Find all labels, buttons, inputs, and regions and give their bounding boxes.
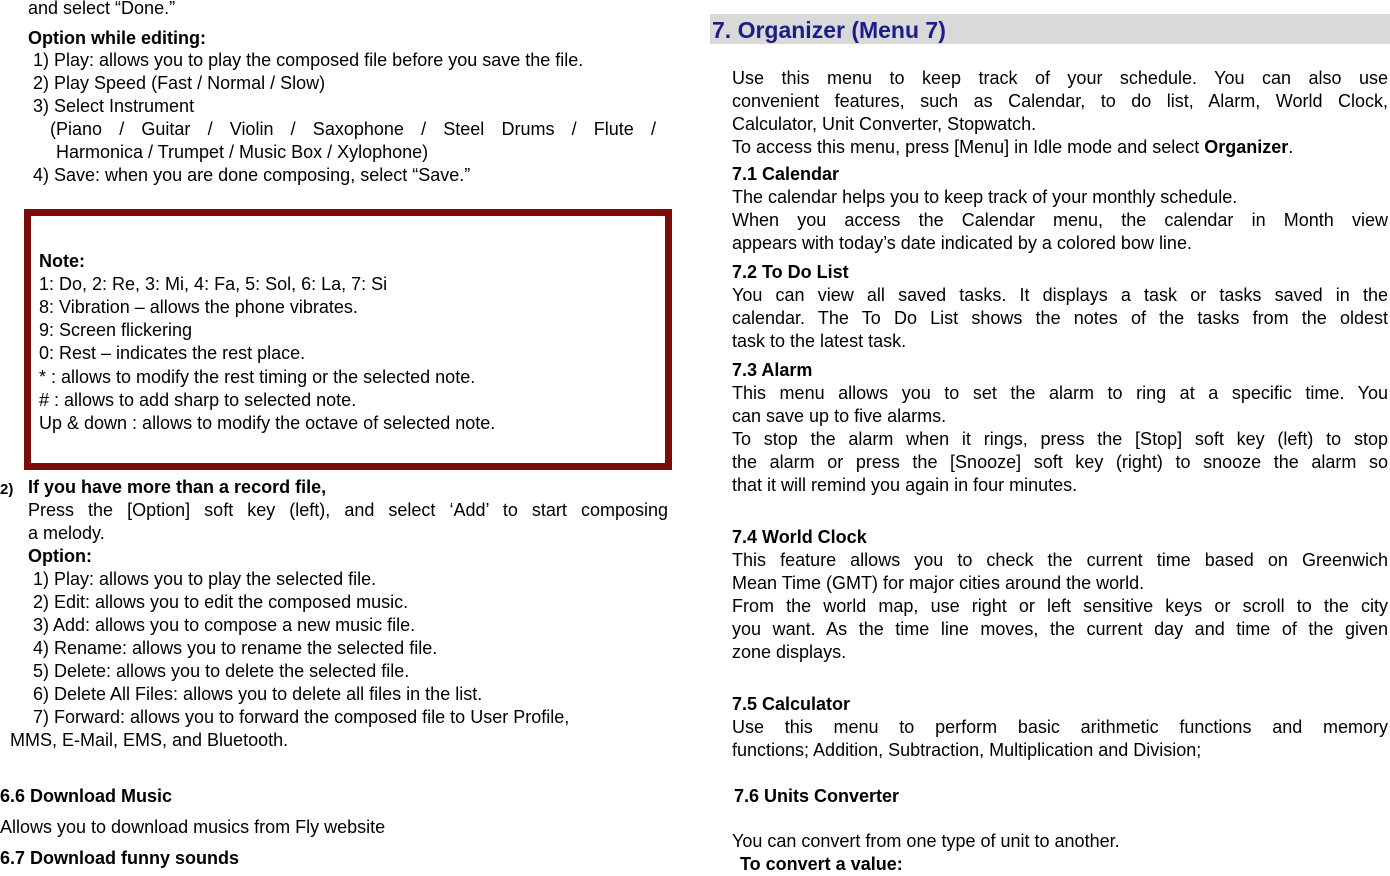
calculator-line: functions; Addition, Subtraction, Multiplication and Division; xyxy=(732,740,1202,760)
alarm-heading: 7.3 Alarm xyxy=(732,360,813,380)
todo-line: task to the latest task. xyxy=(732,331,907,351)
note-box xyxy=(24,209,672,470)
world-clock-line: This feature allows you to check the current time based on Greenwich xyxy=(732,550,1388,570)
units-subheading: To convert a value: xyxy=(740,854,903,874)
todo-heading: 7.2 To Do List xyxy=(732,262,849,282)
record-option: 5) Delete: allows you to delete the selected file. xyxy=(33,661,410,681)
access-text: To access this menu, press [Menu] in Idle mode and select xyxy=(732,137,1205,157)
calendar-line: appears with today’s date indicated by a colored bow line. xyxy=(732,233,1192,253)
record-options-tail: MMS, E-Mail, EMS, and Bluetooth. xyxy=(10,730,289,750)
editing-item: Harmonica / Trumpet / Music Box / Xylophone) xyxy=(56,142,429,162)
world-clock-line: zone displays. xyxy=(732,642,847,662)
access-bold: Organizer xyxy=(1204,137,1289,157)
intro-line: Use this menu to keep track of your schedule. You can also use xyxy=(732,68,1388,88)
note-line: 9: Screen flickering xyxy=(39,320,193,340)
record-option: 1) Play: allows you to play the selected file. xyxy=(33,569,377,589)
note-line: 1: Do, 2: Re, 3: Mi, 4: Fa, 5: Sol, 6: La, 7: Si xyxy=(39,274,388,294)
record-option: 4) Rename: allows you to rename the selected file. xyxy=(33,638,438,658)
intro-line: convenient features, such as Calendar, to do list, Alarm, World Clock, xyxy=(732,91,1388,111)
world-clock-line: you want. As the time line moves, the current day and time of the given xyxy=(732,619,1388,639)
editing-heading: Option while editing: xyxy=(28,28,206,48)
editing-item: 2) Play Speed (Fast / Normal / Slow) xyxy=(33,73,326,93)
record-para-line1: Press the [Option] soft key (left), and select ‘Add’ to start composing xyxy=(28,500,668,520)
calendar-line: When you access the Calendar menu, the calendar in Month view xyxy=(732,210,1388,230)
alarm-line: This menu allows you to set the alarm to ring at a specific time. You xyxy=(732,383,1388,403)
section-title: 7. Organizer (Menu 7) xyxy=(712,17,946,43)
note-line: Up & down : allows to modify the octave of selected note. xyxy=(39,413,496,433)
intro-tail: and select “Done.” xyxy=(28,0,176,18)
download-music-heading: 6.6 Download Music xyxy=(0,786,173,806)
calculator-heading: 7.5 Calculator xyxy=(732,694,851,714)
note-title: Note: xyxy=(39,251,85,271)
editing-item: (Piano / Guitar / Violin / Saxophone / Steel Drums / Flute / xyxy=(50,119,656,139)
units-text: You can convert from one type of unit to another. xyxy=(732,831,1120,851)
units-heading: 7.6 Units Converter xyxy=(734,786,900,806)
record-heading: If you have more than a record file, xyxy=(28,477,327,497)
calendar-heading: 7.1 Calendar xyxy=(732,164,840,184)
record-option: 3) Add: allows you to compose a new music file. xyxy=(33,615,416,635)
intro-line: Calculator, Unit Converter, Stopwatch. xyxy=(732,114,1037,134)
calculator-line: Use this menu to perform basic arithmetic functions and memory xyxy=(732,717,1388,737)
note-line: # : allows to add sharp to selected note. xyxy=(39,390,357,410)
alarm-line: that it will remind you again in four minutes. xyxy=(732,475,1078,495)
access-line xyxy=(732,136,1293,159)
download-sounds-heading: 6.7 Download funny sounds xyxy=(0,848,240,868)
alarm-line: can save up to five alarms. xyxy=(732,406,947,426)
record-option: 6) Delete All Files: allows you to delete all files in the list. xyxy=(33,684,483,704)
record-para-line2: a melody. xyxy=(28,523,105,543)
editing-item: 3) Select Instrument xyxy=(33,96,195,116)
alarm-line: the alarm or press the [Snooze] soft key (right) to snooze the alarm so xyxy=(732,452,1388,472)
note-box-inner xyxy=(30,215,666,464)
record-number: 2) xyxy=(0,481,14,498)
record-option: 7) Forward: allows you to forward the composed file to User Profile, xyxy=(33,707,570,727)
editing-item: 4) Save: when you are done composing, select “Save.” xyxy=(33,165,471,185)
note-line: 8: Vibration – allows the phone vibrates. xyxy=(39,297,358,317)
editing-item: 1) Play: allows you to play the composed file before you save the file. xyxy=(33,50,584,70)
record-option-heading: Option: xyxy=(28,546,92,566)
alarm-line: To stop the alarm when it rings, press the [Stop] soft key (left) to stop xyxy=(732,429,1388,449)
world-clock-line: Mean Time (GMT) for major cities around the world. xyxy=(732,573,1145,593)
world-clock-line: From the world map, use right or left sensitive keys or scroll to the city xyxy=(732,596,1388,616)
todo-line: You can view all saved tasks. It displays a task or tasks saved in the xyxy=(732,285,1388,305)
note-line: * : allows to modify the rest timing or the selected note. xyxy=(39,367,476,387)
world-clock-heading: 7.4 World Clock xyxy=(732,527,867,547)
download-music-text: Allows you to download musics from Fly website xyxy=(0,817,386,837)
calendar-line: The calendar helps you to keep track of your monthly schedule. xyxy=(732,187,1238,207)
todo-line: calendar. The To Do List shows the notes of the tasks from the oldest xyxy=(732,308,1388,328)
record-option: 2) Edit: allows you to edit the composed music. xyxy=(33,592,409,612)
note-line: 0: Rest – indicates the rest place. xyxy=(39,343,306,363)
access-end: . xyxy=(1288,137,1294,157)
